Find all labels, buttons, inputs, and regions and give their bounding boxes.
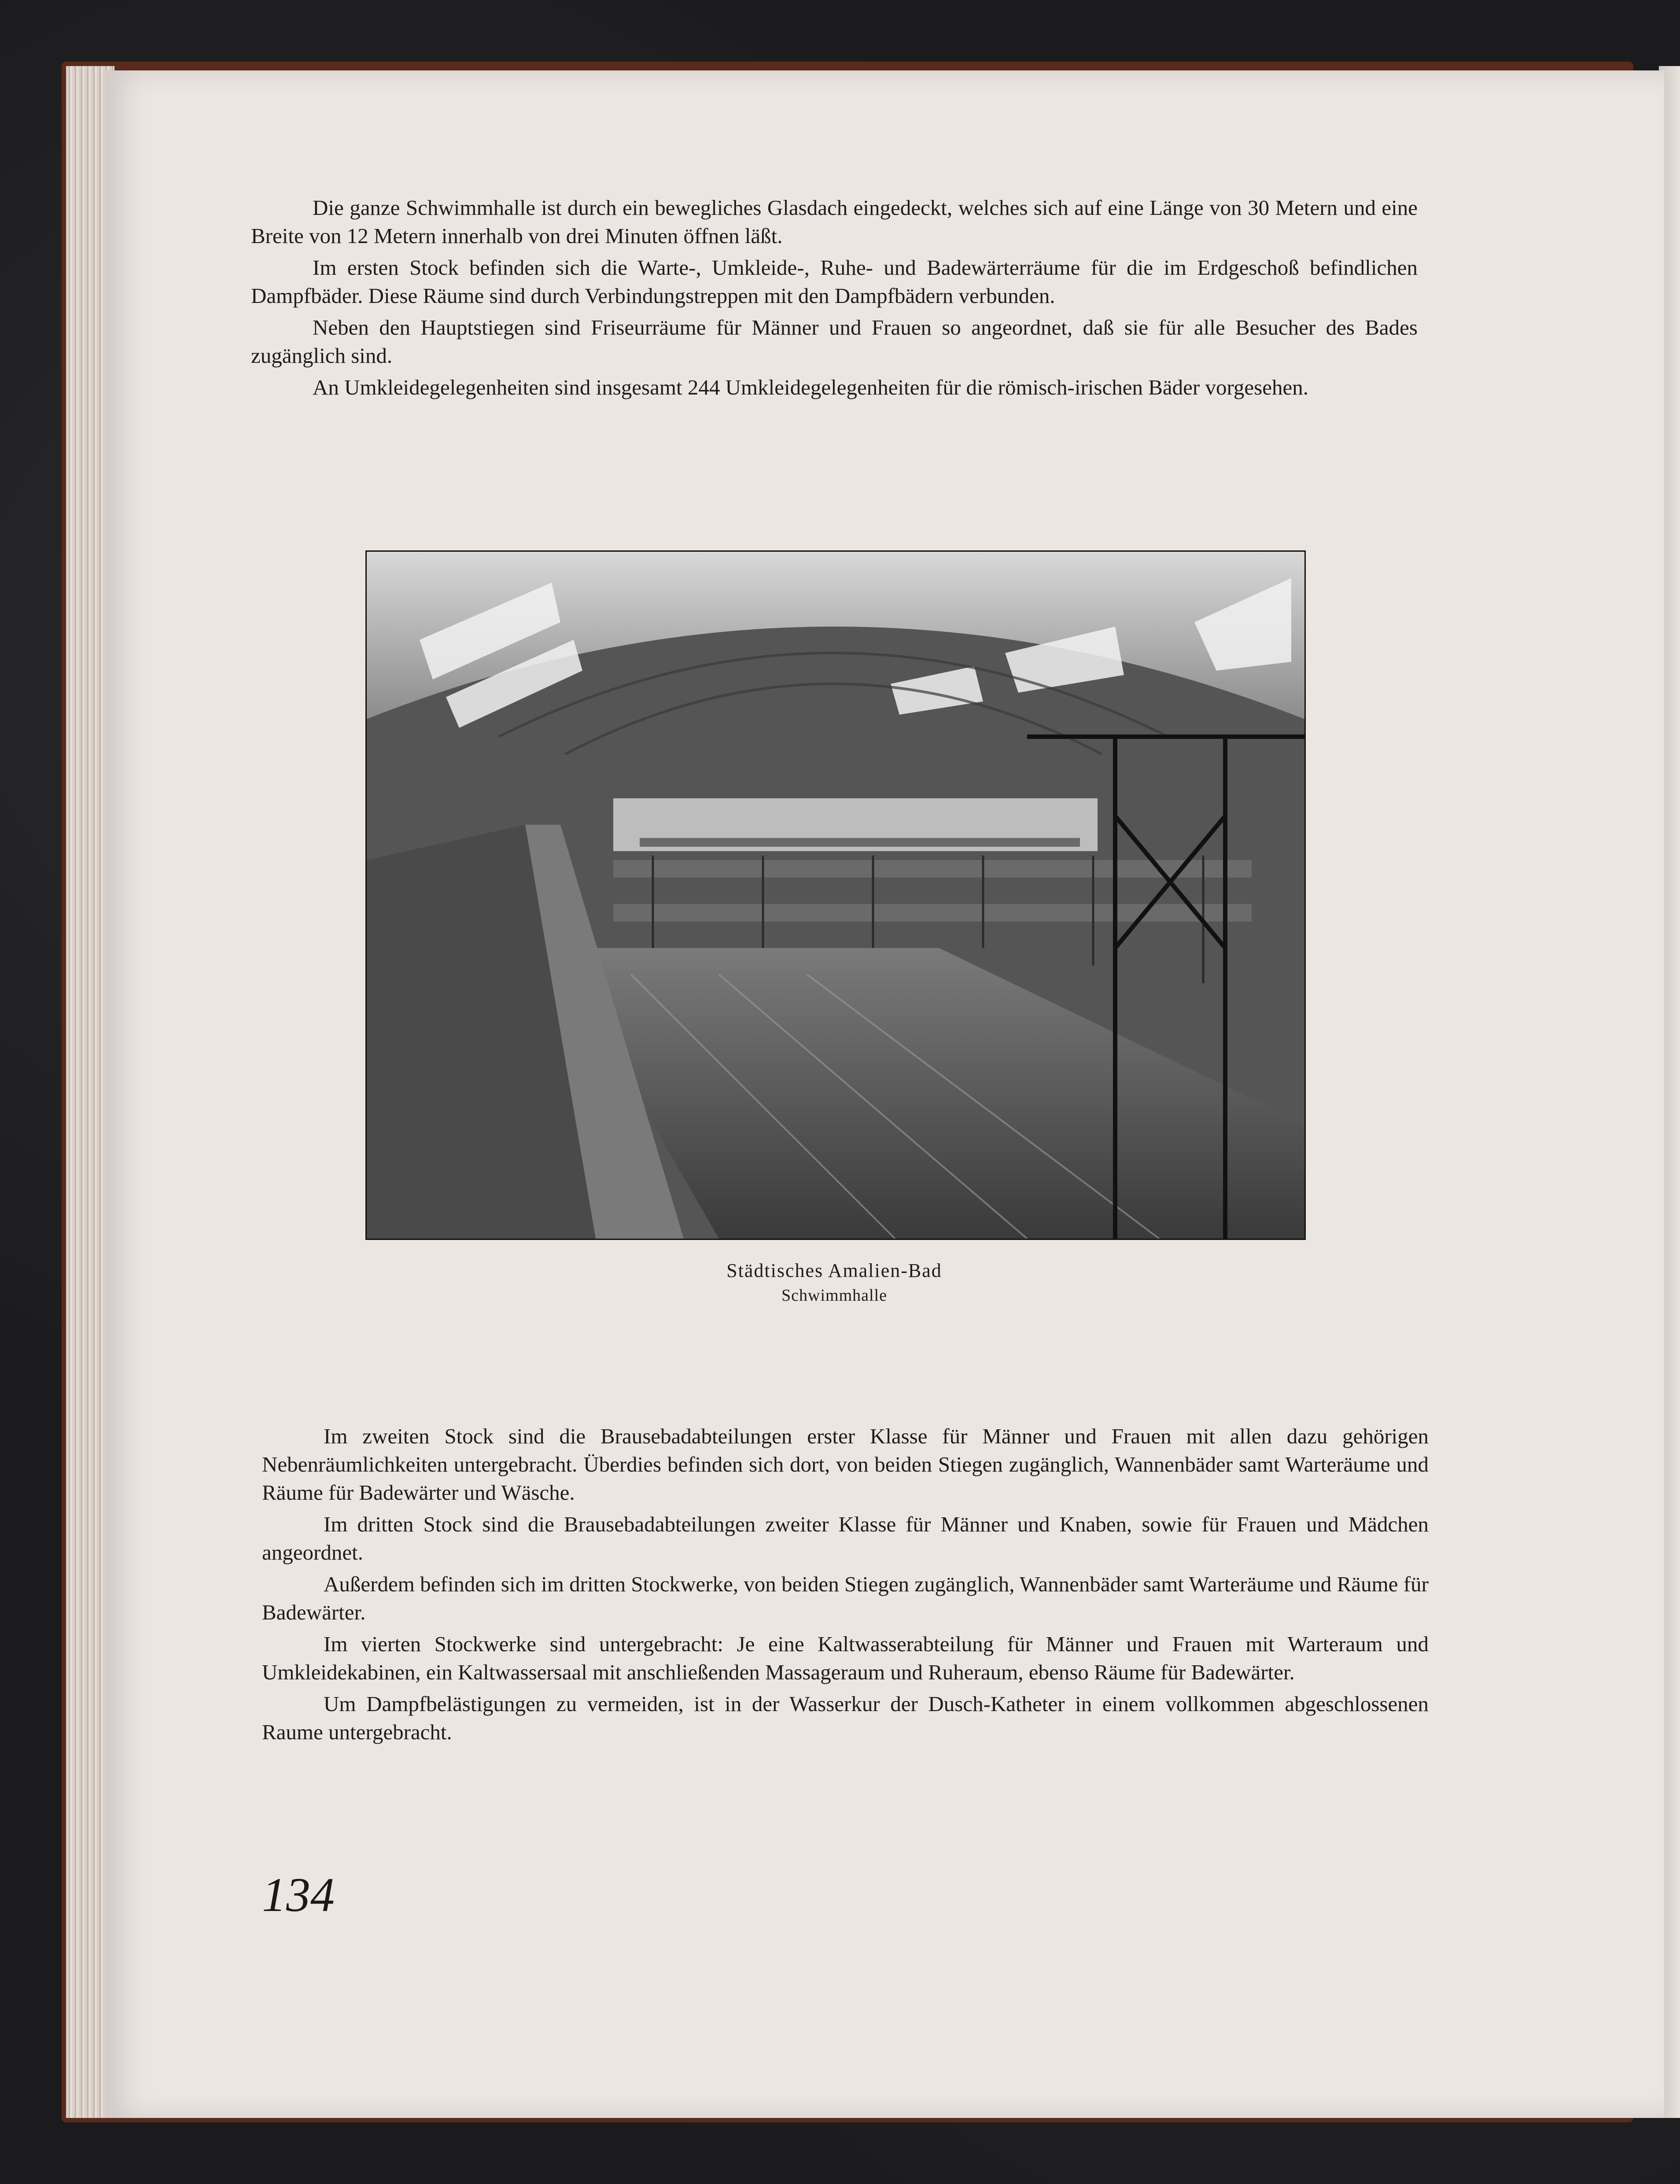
photo-illustration (367, 552, 1304, 1239)
swimming-hall-photo (365, 550, 1306, 1240)
paragraph: Die ganze Schwimmhalle ist durch ein bewegliches Glasdach eingedeckt, welches sich auf eine Länge von 30 Metern und eine Breite von 12 Metern innerhalb von drei Minuten öffnen läßt. (251, 196, 1418, 248)
page-number: 134 (262, 1868, 335, 1922)
paragraph: An Umkleidegelegenheiten sind insgesamt 244 Umkleidegelegenheiten für die römisch-irischen Bäder vorgesehen. (313, 375, 1308, 399)
paragraph: Im dritten Stock sind die Brausebadabteilungen zweiter Klasse für Männer und Knaben, sowie für Frauen und Mädchen angeordnet. (262, 1512, 1429, 1564)
paragraph: Außerdem befinden sich im dritten Stockwerke, von beiden Stiegen zugänglich, Wannenbäder samt Warteräume und Räume für Badewärter. (262, 1572, 1429, 1624)
photo-caption-title: Städtisches Amalien-Bad (726, 1260, 942, 1281)
photo-caption-subtitle: Schwimmhalle (781, 1286, 887, 1305)
paragraph: Um Dampfbelästigungen zu vermeiden, ist in der Wasserkur der Dusch-Katheter in einem vollkommen abgeschlossenen Raume untergebracht. (262, 1692, 1429, 1744)
paragraph: Neben den Hauptstiegen sind Friseurräume für Männer und Frauen so angeordnet, daß sie für alle Besucher des Bades zugänglich sind. (251, 315, 1418, 368)
top-text-block (251, 194, 1418, 405)
paragraph: Im zweiten Stock sind die Brausebadabteilungen erster Klasse für Männer und Frauen mit allen dazu gehörigen Nebenräumlichkeiten untergebracht. Überdies befinden sich dort, von beiden Stiegen zugänglich, Wannenbäder samt Warteräume und Räume für Badewärter und Wäsche. (262, 1424, 1429, 1505)
bottom-text-block (262, 1422, 1429, 1750)
paragraph: Im vierten Stockwerke sind untergebracht: Je eine Kaltwasserabteilung für Männer und Frauen mit Warteraum und Umkleidekabinen, ein Kaltwassersaal mit anschließenden Massageraum und Ruheraum, ebenso Räume für Badewärter. (262, 1632, 1429, 1684)
paragraph: Im ersten Stock befinden sich die Warte-, Umkleide-, Ruhe- und Badewärterräume für die im Erdgeschoß befindlichen Dampfbäder. Diese Räume sind durch Verbindungstreppen mit den Dampfbädern verbunden. (251, 255, 1418, 308)
